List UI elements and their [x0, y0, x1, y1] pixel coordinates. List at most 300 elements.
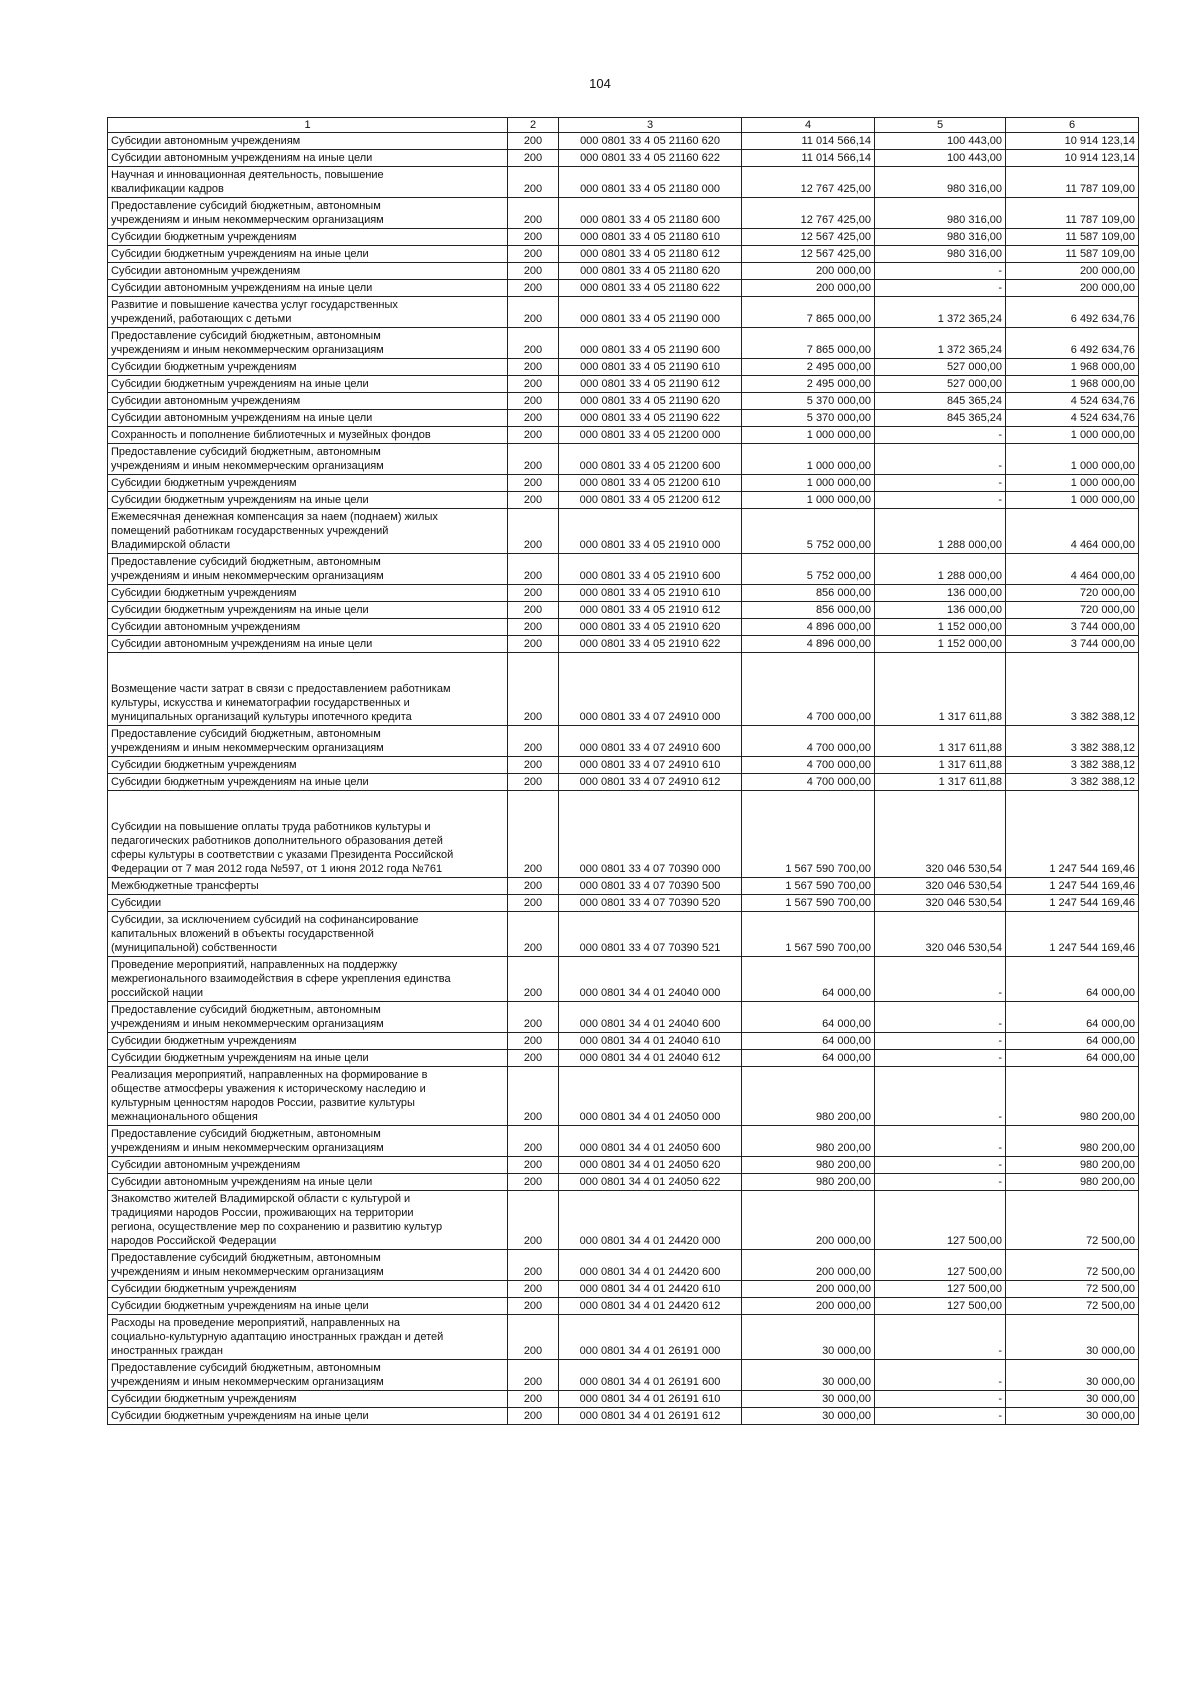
- classification-code-cell: 000 0801 33 4 05 21190 612: [559, 376, 742, 393]
- remaining-amount-cell: 64 000,00: [1006, 957, 1139, 1002]
- admin-code-cell: 200: [508, 602, 559, 619]
- approved-amount-cell: 12 567 425,00: [742, 229, 875, 246]
- approved-amount-cell: 12 567 425,00: [742, 246, 875, 263]
- remaining-amount-cell: 3 382 388,12: [1006, 774, 1139, 791]
- table-row: [108, 1298, 1139, 1315]
- remaining-amount-cell: 3 744 000,00: [1006, 619, 1139, 636]
- table-row: [108, 444, 1139, 475]
- classification-code-cell: 000 0801 33 4 07 24910 600: [559, 726, 742, 757]
- executed-amount-cell: -: [875, 1408, 1006, 1425]
- approved-amount-cell: 4 700 000,00: [742, 774, 875, 791]
- executed-amount-cell: 136 000,00: [875, 602, 1006, 619]
- column-header: 4: [742, 118, 875, 133]
- executed-amount-cell: -: [875, 1174, 1006, 1191]
- row-name-cell: Предоставление субсидий бюджетным, автономным учреждениям и иным некоммерческим организациям: [108, 444, 508, 475]
- admin-code-cell: 200: [508, 167, 559, 198]
- admin-code-cell: 200: [508, 1281, 559, 1298]
- approved-amount-cell: 1 000 000,00: [742, 444, 875, 475]
- remaining-amount-cell: 64 000,00: [1006, 1033, 1139, 1050]
- table-row: [108, 509, 1139, 554]
- row-name-cell: Субсидии автономным учреждениям: [108, 1157, 508, 1174]
- approved-amount-cell: 7 865 000,00: [742, 328, 875, 359]
- admin-code-cell: 200: [508, 1408, 559, 1425]
- classification-code-cell: 000 0801 34 4 01 24040 612: [559, 1050, 742, 1067]
- remaining-amount-cell: 1 247 544 169,46: [1006, 912, 1139, 957]
- classification-code-cell: 000 0801 33 4 07 24910 612: [559, 774, 742, 791]
- column-header: 3: [559, 118, 742, 133]
- remaining-amount-cell: 72 500,00: [1006, 1298, 1139, 1315]
- classification-code-cell: 000 0801 33 4 07 70390 521: [559, 912, 742, 957]
- remaining-amount-cell: 1 000 000,00: [1006, 427, 1139, 444]
- admin-code-cell: 200: [508, 1067, 559, 1126]
- classification-code-cell: 000 0801 33 4 05 21190 610: [559, 359, 742, 376]
- approved-amount-cell: 1 567 590 700,00: [742, 895, 875, 912]
- admin-code-cell: 200: [508, 1126, 559, 1157]
- classification-code-cell: 000 0801 33 4 05 21200 610: [559, 475, 742, 492]
- table-row: [108, 957, 1139, 1002]
- table-row: [108, 878, 1139, 895]
- executed-amount-cell: 1 152 000,00: [875, 636, 1006, 653]
- remaining-amount-cell: 1 247 544 169,46: [1006, 878, 1139, 895]
- classification-code-cell: 000 0801 33 4 05 21200 000: [559, 427, 742, 444]
- executed-amount-cell: -: [875, 1315, 1006, 1360]
- approved-amount-cell: 4 700 000,00: [742, 726, 875, 757]
- admin-code-cell: 200: [508, 912, 559, 957]
- row-name-cell: Субсидии бюджетным учреждениям: [108, 1391, 508, 1408]
- table-row: [108, 1002, 1139, 1033]
- row-name-cell: Предоставление субсидий бюджетным, автономным учреждениям и иным некоммерческим организациям: [108, 554, 508, 585]
- admin-code-cell: 200: [508, 263, 559, 280]
- remaining-amount-cell: 11 787 109,00: [1006, 198, 1139, 229]
- executed-amount-cell: 980 316,00: [875, 246, 1006, 263]
- table-row: [108, 133, 1139, 150]
- remaining-amount-cell: 30 000,00: [1006, 1315, 1139, 1360]
- table-row: [108, 376, 1139, 393]
- approved-amount-cell: 30 000,00: [742, 1391, 875, 1408]
- admin-code-cell: 200: [508, 198, 559, 229]
- row-name-cell: Предоставление субсидий бюджетным, автономным учреждениям и иным некоммерческим организациям: [108, 328, 508, 359]
- remaining-amount-cell: 980 200,00: [1006, 1157, 1139, 1174]
- table-row: [108, 1391, 1139, 1408]
- approved-amount-cell: 1 567 590 700,00: [742, 878, 875, 895]
- table-row: [108, 1315, 1139, 1360]
- classification-code-cell: 000 0801 34 4 01 26191 612: [559, 1408, 742, 1425]
- row-name-cell: Субсидии: [108, 895, 508, 912]
- remaining-amount-cell: 4 464 000,00: [1006, 554, 1139, 585]
- row-name-cell: Субсидии бюджетным учреждениям на иные цели: [108, 376, 508, 393]
- admin-code-cell: 200: [508, 878, 559, 895]
- executed-amount-cell: 527 000,00: [875, 359, 1006, 376]
- table-row: [108, 619, 1139, 636]
- classification-code-cell: 000 0801 33 4 05 21180 622: [559, 280, 742, 297]
- row-name-cell: Расходы на проведение мероприятий, направленных на социально-культурную адаптацию иностранных граждан и детей иностранных граждан: [108, 1315, 508, 1360]
- row-name-cell: Субсидии автономным учреждениям на иные цели: [108, 280, 508, 297]
- approved-amount-cell: 980 200,00: [742, 1174, 875, 1191]
- table-row: [108, 297, 1139, 328]
- approved-amount-cell: 200 000,00: [742, 263, 875, 280]
- approved-amount-cell: 2 495 000,00: [742, 359, 875, 376]
- executed-amount-cell: 527 000,00: [875, 376, 1006, 393]
- row-name-cell: Реализация мероприятий, направленных на формирование в обществе атмосферы уважения к историческому наследию и культурным ценностям народов России, развитие культуры межнационального общения: [108, 1067, 508, 1126]
- executed-amount-cell: 1 372 365,24: [875, 297, 1006, 328]
- approved-amount-cell: 5 370 000,00: [742, 410, 875, 427]
- executed-amount-cell: -: [875, 492, 1006, 509]
- row-name-cell: Предоставление субсидий бюджетным, автономным учреждениям и иным некоммерческим организациям: [108, 198, 508, 229]
- classification-code-cell: 000 0801 34 4 01 26191 610: [559, 1391, 742, 1408]
- admin-code-cell: 200: [508, 150, 559, 167]
- classification-code-cell: 000 0801 34 4 01 24040 600: [559, 1002, 742, 1033]
- row-name-cell: Предоставление субсидий бюджетным, автономным учреждениям и иным некоммерческим организациям: [108, 1126, 508, 1157]
- executed-amount-cell: 1 152 000,00: [875, 619, 1006, 636]
- classification-code-cell: 000 0801 34 4 01 24420 610: [559, 1281, 742, 1298]
- remaining-amount-cell: 6 492 634,76: [1006, 297, 1139, 328]
- admin-code-cell: 200: [508, 957, 559, 1002]
- approved-amount-cell: 1 567 590 700,00: [742, 912, 875, 957]
- table-row: [108, 410, 1139, 427]
- approved-amount-cell: 4 700 000,00: [742, 653, 875, 726]
- classification-code-cell: 000 0801 33 4 07 70390 500: [559, 878, 742, 895]
- classification-code-cell: 000 0801 34 4 01 24040 000: [559, 957, 742, 1002]
- table-row: [108, 653, 1139, 726]
- classification-code-cell: 000 0801 33 4 05 21160 622: [559, 150, 742, 167]
- row-name-cell: Субсидии автономным учреждениям на иные цели: [108, 150, 508, 167]
- executed-amount-cell: 127 500,00: [875, 1298, 1006, 1315]
- admin-code-cell: 200: [508, 1360, 559, 1391]
- admin-code-cell: 200: [508, 895, 559, 912]
- table-row: [108, 912, 1139, 957]
- remaining-amount-cell: 1 247 544 169,46: [1006, 791, 1139, 878]
- admin-code-cell: 200: [508, 427, 559, 444]
- table-row: [108, 585, 1139, 602]
- approved-amount-cell: 4 896 000,00: [742, 619, 875, 636]
- remaining-amount-cell: 3 382 388,12: [1006, 653, 1139, 726]
- remaining-amount-cell: 72 500,00: [1006, 1191, 1139, 1250]
- admin-code-cell: 200: [508, 1033, 559, 1050]
- table-row: [108, 263, 1139, 280]
- column-header: 6: [1006, 118, 1139, 133]
- executed-amount-cell: 1 288 000,00: [875, 509, 1006, 554]
- admin-code-cell: 200: [508, 410, 559, 427]
- row-name-cell: Проведение мероприятий, направленных на поддержку межрегионального взаимодействия в сфере укрепления единства российской нации: [108, 957, 508, 1002]
- remaining-amount-cell: 720 000,00: [1006, 585, 1139, 602]
- row-name-cell: Субсидии автономным учреждениям: [108, 263, 508, 280]
- classification-code-cell: 000 0801 34 4 01 24050 622: [559, 1174, 742, 1191]
- admin-code-cell: 200: [508, 246, 559, 263]
- approved-amount-cell: 980 200,00: [742, 1126, 875, 1157]
- table-row: [108, 774, 1139, 791]
- approved-amount-cell: 200 000,00: [742, 1250, 875, 1281]
- table-row: [108, 1050, 1139, 1067]
- remaining-amount-cell: 3 744 000,00: [1006, 636, 1139, 653]
- row-name-cell: Ежемесячная денежная компенсация за наем (поднаем) жилых помещений работникам государственных учреждений Владимирской области: [108, 509, 508, 554]
- table-row: [108, 1360, 1139, 1391]
- remaining-amount-cell: 10 914 123,14: [1006, 133, 1139, 150]
- approved-amount-cell: 1 000 000,00: [742, 475, 875, 492]
- row-name-cell: Научная и инновационная деятельность, повышение квалификации кадров: [108, 167, 508, 198]
- table-row: [108, 1250, 1139, 1281]
- remaining-amount-cell: 72 500,00: [1006, 1281, 1139, 1298]
- table-row: [108, 1281, 1139, 1298]
- admin-code-cell: 200: [508, 619, 559, 636]
- table-row: [108, 757, 1139, 774]
- executed-amount-cell: 980 316,00: [875, 167, 1006, 198]
- admin-code-cell: 200: [508, 393, 559, 410]
- remaining-amount-cell: 3 382 388,12: [1006, 757, 1139, 774]
- row-name-cell: Субсидии бюджетным учреждениям: [108, 1033, 508, 1050]
- classification-code-cell: 000 0801 34 4 01 24050 600: [559, 1126, 742, 1157]
- remaining-amount-cell: 11 587 109,00: [1006, 246, 1139, 263]
- executed-amount-cell: 845 365,24: [875, 410, 1006, 427]
- approved-amount-cell: 1 000 000,00: [742, 427, 875, 444]
- table-row: [108, 895, 1139, 912]
- executed-amount-cell: -: [875, 427, 1006, 444]
- column-header: 2: [508, 118, 559, 133]
- table-row: [108, 791, 1139, 878]
- executed-amount-cell: -: [875, 1002, 1006, 1033]
- row-name-cell: Предоставление субсидий бюджетным, автономным учреждениям и иным некоммерческим организациям: [108, 1360, 508, 1391]
- admin-code-cell: 200: [508, 359, 559, 376]
- row-name-cell: Субсидии автономным учреждениям на иные цели: [108, 1174, 508, 1191]
- remaining-amount-cell: 980 200,00: [1006, 1067, 1139, 1126]
- admin-code-cell: 200: [508, 1191, 559, 1250]
- remaining-amount-cell: 3 382 388,12: [1006, 726, 1139, 757]
- remaining-amount-cell: 6 492 634,76: [1006, 328, 1139, 359]
- admin-code-cell: 200: [508, 229, 559, 246]
- row-name-cell: Субсидии автономным учреждениям на иные цели: [108, 410, 508, 427]
- executed-amount-cell: 1 317 611,88: [875, 757, 1006, 774]
- classification-code-cell: 000 0801 34 4 01 24040 610: [559, 1033, 742, 1050]
- classification-code-cell: 000 0801 33 4 05 21910 612: [559, 602, 742, 619]
- executed-amount-cell: -: [875, 280, 1006, 297]
- table-row: [108, 359, 1139, 376]
- executed-amount-cell: -: [875, 957, 1006, 1002]
- table-row: [108, 1174, 1139, 1191]
- classification-code-cell: 000 0801 34 4 01 26191 600: [559, 1360, 742, 1391]
- approved-amount-cell: 200 000,00: [742, 1298, 875, 1315]
- executed-amount-cell: 1 372 365,24: [875, 328, 1006, 359]
- table-row: [108, 1408, 1139, 1425]
- remaining-amount-cell: 64 000,00: [1006, 1050, 1139, 1067]
- executed-amount-cell: -: [875, 1126, 1006, 1157]
- table-row: [108, 1157, 1139, 1174]
- row-name-cell: Субсидии бюджетным учреждениям на иные цели: [108, 1408, 508, 1425]
- table-row: [108, 280, 1139, 297]
- executed-amount-cell: -: [875, 1067, 1006, 1126]
- remaining-amount-cell: 1 000 000,00: [1006, 492, 1139, 509]
- executed-amount-cell: -: [875, 1157, 1006, 1174]
- row-name-cell: Субсидии бюджетным учреждениям: [108, 757, 508, 774]
- approved-amount-cell: 200 000,00: [742, 1191, 875, 1250]
- admin-code-cell: 200: [508, 791, 559, 878]
- classification-code-cell: 000 0801 33 4 07 24910 610: [559, 757, 742, 774]
- remaining-amount-cell: 30 000,00: [1006, 1391, 1139, 1408]
- column-number-row: [108, 118, 1139, 133]
- admin-code-cell: 200: [508, 757, 559, 774]
- executed-amount-cell: 127 500,00: [875, 1250, 1006, 1281]
- classification-code-cell: 000 0801 33 4 05 21180 000: [559, 167, 742, 198]
- classification-code-cell: 000 0801 33 4 07 70390 000: [559, 791, 742, 878]
- row-name-cell: Субсидии автономным учреждениям на иные цели: [108, 636, 508, 653]
- table-row: [108, 198, 1139, 229]
- table-row: [108, 602, 1139, 619]
- classification-code-cell: 000 0801 33 4 05 21200 600: [559, 444, 742, 475]
- table-row: [108, 1191, 1139, 1250]
- row-name-cell: Межбюджетные трансферты: [108, 878, 508, 895]
- remaining-amount-cell: 1 000 000,00: [1006, 444, 1139, 475]
- remaining-amount-cell: 200 000,00: [1006, 263, 1139, 280]
- admin-code-cell: 200: [508, 774, 559, 791]
- table-row: [108, 427, 1139, 444]
- admin-code-cell: 200: [508, 1174, 559, 1191]
- classification-code-cell: 000 0801 33 4 07 24910 000: [559, 653, 742, 726]
- admin-code-cell: 200: [508, 492, 559, 509]
- remaining-amount-cell: 980 200,00: [1006, 1126, 1139, 1157]
- admin-code-cell: 200: [508, 1298, 559, 1315]
- executed-amount-cell: 320 046 530,54: [875, 791, 1006, 878]
- admin-code-cell: 200: [508, 1002, 559, 1033]
- row-name-cell: Предоставление субсидий бюджетным, автономным учреждениям и иным некоммерческим организациям: [108, 726, 508, 757]
- executed-amount-cell: 320 046 530,54: [875, 912, 1006, 957]
- executed-amount-cell: 845 365,24: [875, 393, 1006, 410]
- classification-code-cell: 000 0801 33 4 05 21180 610: [559, 229, 742, 246]
- executed-amount-cell: 980 316,00: [875, 198, 1006, 229]
- remaining-amount-cell: 11 787 109,00: [1006, 167, 1139, 198]
- classification-code-cell: 000 0801 33 4 05 21910 610: [559, 585, 742, 602]
- row-name-cell: Субсидии на повышение оплаты труда работников культуры и педагогических работников дополнительного образования детей сферы культуры в соответствии с указами Президента Российской Федерации от 7 мая 2012 года №597, от 1 июня 2012 года №761: [108, 791, 508, 878]
- row-name-cell: Развитие и повышение качества услуг государственных учреждений, работающих с детьми: [108, 297, 508, 328]
- approved-amount-cell: 64 000,00: [742, 957, 875, 1002]
- row-name-cell: Субсидии бюджетным учреждениям на иные цели: [108, 1050, 508, 1067]
- approved-amount-cell: 5 752 000,00: [742, 554, 875, 585]
- classification-code-cell: 000 0801 33 4 05 21910 600: [559, 554, 742, 585]
- executed-amount-cell: 127 500,00: [875, 1191, 1006, 1250]
- executed-amount-cell: 1 317 611,88: [875, 726, 1006, 757]
- admin-code-cell: 200: [508, 1315, 559, 1360]
- executed-amount-cell: -: [875, 1391, 1006, 1408]
- admin-code-cell: 200: [508, 328, 559, 359]
- executed-amount-cell: 320 046 530,54: [875, 878, 1006, 895]
- executed-amount-cell: -: [875, 1033, 1006, 1050]
- approved-amount-cell: 1 567 590 700,00: [742, 791, 875, 878]
- classification-code-cell: 000 0801 33 4 05 21160 620: [559, 133, 742, 150]
- executed-amount-cell: 1 317 611,88: [875, 653, 1006, 726]
- classification-code-cell: 000 0801 33 4 05 21180 620: [559, 263, 742, 280]
- table-row: [108, 554, 1139, 585]
- table-row: [108, 167, 1139, 198]
- classification-code-cell: 000 0801 33 4 05 21190 600: [559, 328, 742, 359]
- classification-code-cell: 000 0801 34 4 01 24420 612: [559, 1298, 742, 1315]
- classification-code-cell: 000 0801 34 4 01 26191 000: [559, 1315, 742, 1360]
- row-name-cell: Субсидии бюджетным учреждениям: [108, 585, 508, 602]
- row-name-cell: Субсидии бюджетным учреждениям: [108, 229, 508, 246]
- approved-amount-cell: 4 700 000,00: [742, 757, 875, 774]
- remaining-amount-cell: 30 000,00: [1006, 1360, 1139, 1391]
- row-name-cell: Субсидии бюджетным учреждениям: [108, 475, 508, 492]
- table-row: [108, 246, 1139, 263]
- approved-amount-cell: 30 000,00: [742, 1360, 875, 1391]
- remaining-amount-cell: 4 524 634,76: [1006, 393, 1139, 410]
- budget-table: [107, 117, 1139, 1425]
- table-row: [108, 636, 1139, 653]
- remaining-amount-cell: 980 200,00: [1006, 1174, 1139, 1191]
- remaining-amount-cell: 1 968 000,00: [1006, 376, 1139, 393]
- table-row: [108, 229, 1139, 246]
- remaining-amount-cell: 1 247 544 169,46: [1006, 895, 1139, 912]
- row-name-cell: Субсидии бюджетным учреждениям на иные цели: [108, 1298, 508, 1315]
- admin-code-cell: 200: [508, 636, 559, 653]
- remaining-amount-cell: 72 500,00: [1006, 1250, 1139, 1281]
- remaining-amount-cell: 10 914 123,14: [1006, 150, 1139, 167]
- admin-code-cell: 200: [508, 1391, 559, 1408]
- page-number: 104: [589, 76, 611, 91]
- classification-code-cell: 000 0801 33 4 05 21200 612: [559, 492, 742, 509]
- approved-amount-cell: 30 000,00: [742, 1408, 875, 1425]
- table-row: [108, 328, 1139, 359]
- row-name-cell: Субсидии автономным учреждениям: [108, 393, 508, 410]
- classification-code-cell: 000 0801 34 4 01 24050 000: [559, 1067, 742, 1126]
- approved-amount-cell: 11 014 566,14: [742, 150, 875, 167]
- approved-amount-cell: 5 752 000,00: [742, 509, 875, 554]
- table-row: [108, 726, 1139, 757]
- admin-code-cell: 200: [508, 585, 559, 602]
- approved-amount-cell: 980 200,00: [742, 1067, 875, 1126]
- admin-code-cell: 200: [508, 133, 559, 150]
- approved-amount-cell: 64 000,00: [742, 1050, 875, 1067]
- row-name-cell: Субсидии бюджетным учреждениям на иные цели: [108, 602, 508, 619]
- executed-amount-cell: 100 443,00: [875, 150, 1006, 167]
- approved-amount-cell: 64 000,00: [742, 1033, 875, 1050]
- executed-amount-cell: 1 288 000,00: [875, 554, 1006, 585]
- remaining-amount-cell: 1 968 000,00: [1006, 359, 1139, 376]
- admin-code-cell: 200: [508, 554, 559, 585]
- remaining-amount-cell: 200 000,00: [1006, 280, 1139, 297]
- row-name-cell: Субсидии, за исключением субсидий на софинансирование капитальных вложений в объекты государственной (муниципальной) собственности: [108, 912, 508, 957]
- table-row: [108, 492, 1139, 509]
- row-name-cell: Субсидии автономным учреждениям: [108, 133, 508, 150]
- approved-amount-cell: 200 000,00: [742, 280, 875, 297]
- remaining-amount-cell: 64 000,00: [1006, 1002, 1139, 1033]
- table-row: [108, 1033, 1139, 1050]
- table-row: [108, 475, 1139, 492]
- row-name-cell: Субсидии бюджетным учреждениям: [108, 359, 508, 376]
- row-name-cell: Возмещение части затрат в связи с предоставлением работникам культуры, искусства и кинематографии государственных и муниципальных организаций культуры ипотечного кредита: [108, 653, 508, 726]
- remaining-amount-cell: 4 464 000,00: [1006, 509, 1139, 554]
- approved-amount-cell: 4 896 000,00: [742, 636, 875, 653]
- classification-code-cell: 000 0801 33 4 05 21190 622: [559, 410, 742, 427]
- classification-code-cell: 000 0801 33 4 05 21910 000: [559, 509, 742, 554]
- remaining-amount-cell: 720 000,00: [1006, 602, 1139, 619]
- approved-amount-cell: 30 000,00: [742, 1315, 875, 1360]
- table-row: [108, 1067, 1139, 1126]
- admin-code-cell: 200: [508, 280, 559, 297]
- admin-code-cell: 200: [508, 444, 559, 475]
- classification-code-cell: 000 0801 33 4 05 21190 620: [559, 393, 742, 410]
- row-name-cell: Субсидии бюджетным учреждениям на иные цели: [108, 774, 508, 791]
- executed-amount-cell: -: [875, 1050, 1006, 1067]
- row-name-cell: Субсидии автономным учреждениям: [108, 619, 508, 636]
- remaining-amount-cell: 4 524 634,76: [1006, 410, 1139, 427]
- admin-code-cell: 200: [508, 509, 559, 554]
- approved-amount-cell: 11 014 566,14: [742, 133, 875, 150]
- executed-amount-cell: 1 317 611,88: [875, 774, 1006, 791]
- executed-amount-cell: -: [875, 1360, 1006, 1391]
- executed-amount-cell: 136 000,00: [875, 585, 1006, 602]
- classification-code-cell: 000 0801 33 4 05 21180 600: [559, 198, 742, 229]
- approved-amount-cell: 980 200,00: [742, 1157, 875, 1174]
- approved-amount-cell: 7 865 000,00: [742, 297, 875, 328]
- admin-code-cell: 200: [508, 1157, 559, 1174]
- classification-code-cell: 000 0801 33 4 05 21180 612: [559, 246, 742, 263]
